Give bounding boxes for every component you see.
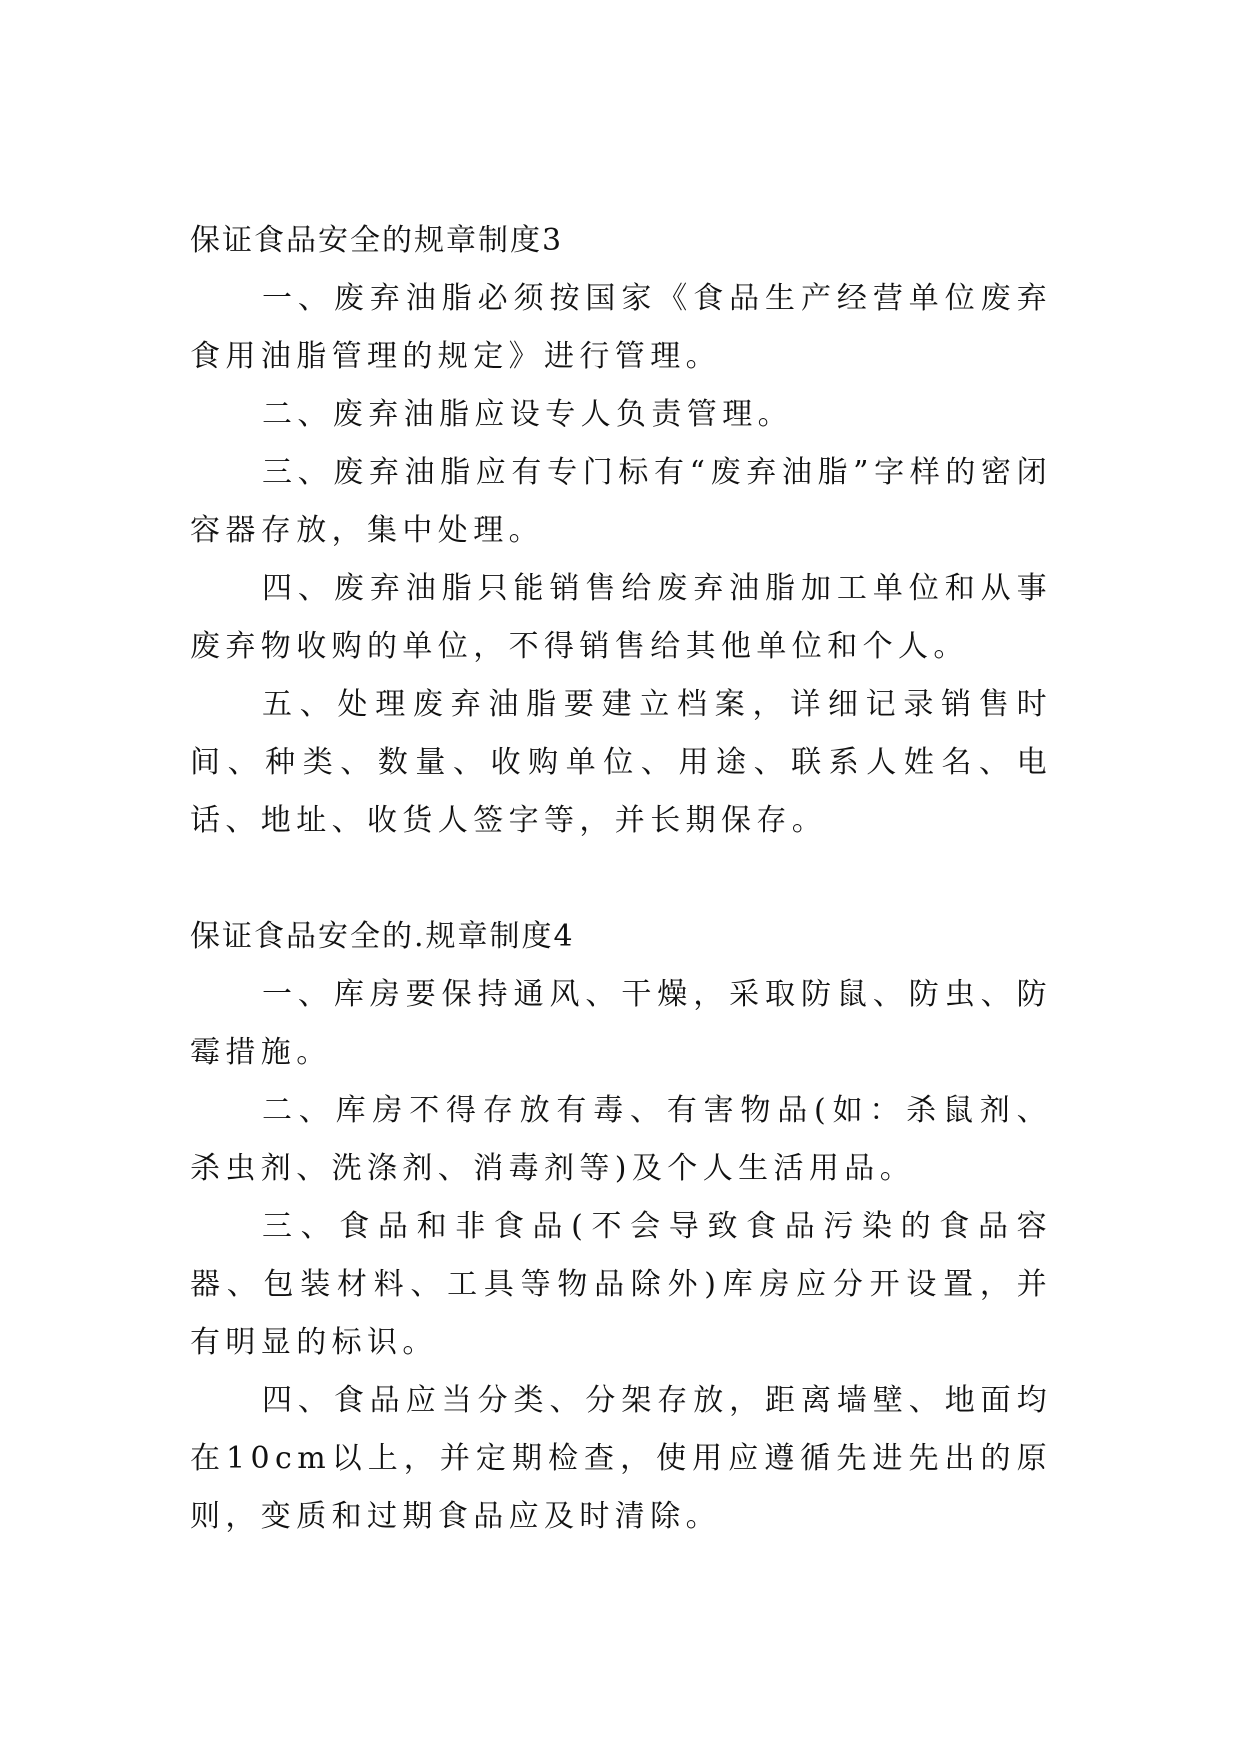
document-body: [190, 212, 1052, 1546]
section-title: 保证食品安全的规章制度3: [190, 223, 564, 258]
paragraph: 一、库房要保持通风、干燥，采取防鼠、防虫、防霉措施。: [190, 977, 1052, 1070]
paragraph: 四、食品应当分类、分架存放，距离墙壁、地面均在10cm以上，并定期检查，使用应遵循先进先出的原则，变质和过期食品应及时清除。: [190, 1383, 1052, 1534]
paragraph: 二、废弃油脂应设专人负责管理。: [262, 397, 793, 432]
section-regulation-4: [190, 908, 1052, 1546]
paragraph: 四、废弃油脂只能销售给废弃油脂加工单位和从事废弃物收购的单位，不得销售给其他单位和个人。: [190, 571, 1052, 664]
paragraph: 五、处理废弃油脂要建立档案，详细记录销售时间、种类、数量、收购单位、用途、联系人姓名、电话、地址、收货人签字等，并长期保存。: [190, 687, 1052, 838]
section-title: 保证食品安全的.规章制度4: [190, 919, 575, 954]
paragraph: 二、库房不得存放有毒、有害物品(如：杀鼠剂、杀虫剂、洗涤剂、消毒剂等)及个人生活用品。: [190, 1093, 1052, 1186]
paragraph: 三、废弃油脂应有专门标有“废弃油脂”字样的密闭容器存放，集中处理。: [190, 455, 1052, 548]
paragraph: 一、废弃油脂必须按国家《食品生产经营单位废弃食用油脂管理的规定》进行管理。: [190, 281, 1052, 374]
paragraph: 三、食品和非食品(不会导致食品污染的食品容器、包装材料、工具等物品除外)库房应分开设置，并有明显的标识。: [190, 1209, 1052, 1360]
section-regulation-3: [190, 212, 1052, 850]
